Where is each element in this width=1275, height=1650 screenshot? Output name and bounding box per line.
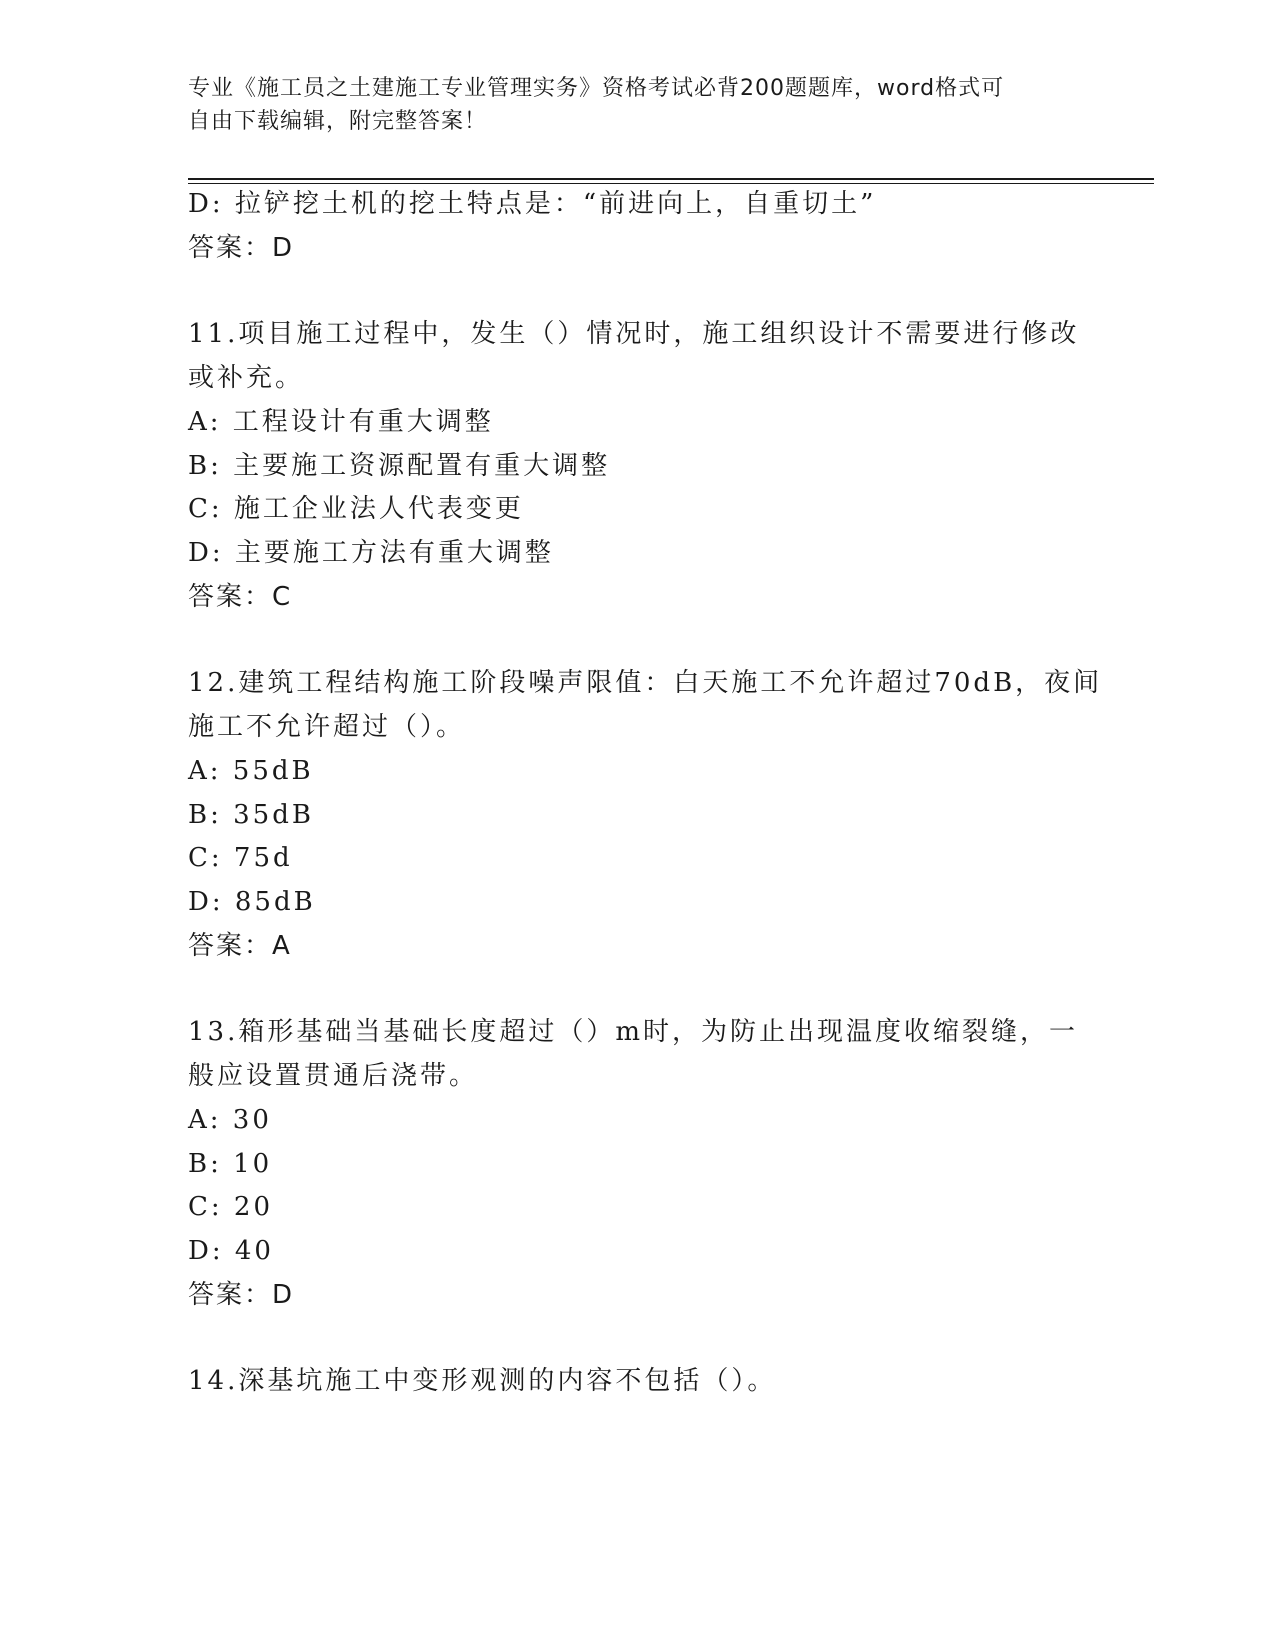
header-title-line-1: 专业《施工员之土建施工专业管理实务》资格考试必背200题题库，word格式可 xyxy=(188,76,1005,101)
question-12-option-d: D: 85dB xyxy=(188,887,316,917)
question-11-stem-line-2: 或补充。 xyxy=(188,363,305,393)
question-13-stem-line-1: 13.箱形基础当基础长度超过（）m时，为防止出现温度收缩裂缝，一 xyxy=(188,1017,1079,1047)
question-11-option-d: D: 主要施工方法有重大调整 xyxy=(188,538,554,568)
document-header xyxy=(188,72,1068,138)
question-12-option-c: C: 75d xyxy=(188,843,293,873)
question-13-answer: 答案：D xyxy=(188,1280,295,1310)
header-divider-thin xyxy=(188,183,1154,184)
header-divider-thick xyxy=(188,178,1154,180)
question-11-option-b: B: 主要施工资源配置有重大调整 xyxy=(188,451,611,481)
question-13-option-d: D: 40 xyxy=(188,1236,274,1266)
question-12-option-b: B: 35dB xyxy=(188,800,314,830)
prev-question-option-d: D: 拉铲挖土机的挖土特点是：“前进向上，自重切土” xyxy=(188,189,877,219)
question-11-option-c: C: 施工企业法人代表变更 xyxy=(188,494,524,524)
question-12-option-a: A: 55dB xyxy=(188,756,314,786)
question-13-option-a: A: 30 xyxy=(188,1105,272,1135)
prev-question-answer: 答案：D xyxy=(188,233,295,263)
question-13-stem-line-2: 般应设置贯通后浇带。 xyxy=(188,1061,479,1091)
question-12-answer: 答案：A xyxy=(188,931,292,961)
question-13-option-c: C: 20 xyxy=(188,1192,274,1222)
question-11-answer: 答案：C xyxy=(188,582,293,612)
header-title-line-2: 自由下载编辑，附完整答案！ xyxy=(188,109,488,134)
question-11-option-a: A: 工程设计有重大调整 xyxy=(188,407,494,437)
question-14-stem-line-1: 14.深基坑施工中变形观测的内容不包括（）。 xyxy=(188,1366,777,1396)
question-12-stem-line-2: 施工不允许超过（）。 xyxy=(188,712,466,742)
question-11-stem-line-1: 11.项目施工过程中，发生（）情况时，施工组织设计不需要进行修改 xyxy=(188,319,1080,349)
question-13-option-b: B: 10 xyxy=(188,1149,273,1179)
question-12-stem-line-1: 12.建筑工程结构施工阶段噪声限值：白天施工不允许超过70dB，夜间 xyxy=(188,668,1103,698)
